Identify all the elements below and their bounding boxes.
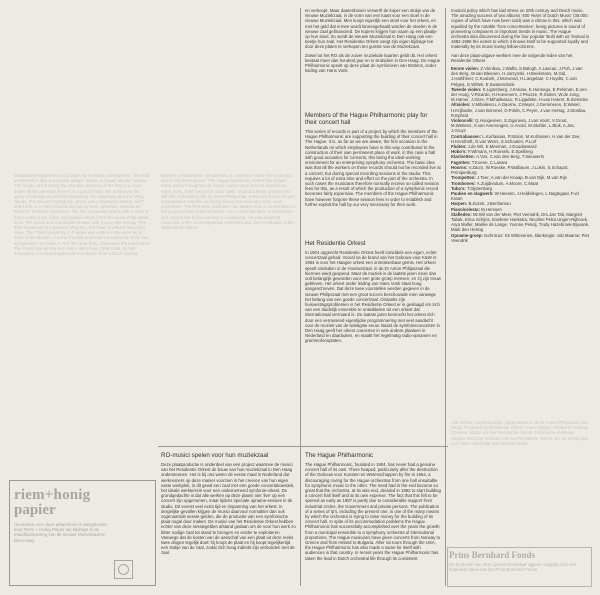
riem-honig-emblem-icon: [114, 560, 133, 579]
member-group-role: Eerste violen:: [451, 66, 481, 72]
members-list: [451, 66, 590, 243]
member-group-role: Piano/celesta:: [451, 206, 482, 212]
member-group-names: J.Teer, A.van der Knaap, B.van Dijk, M.van Rijn: [477, 175, 568, 181]
riem-honig-sponsor-text: Het karton voor deze platenhoes is aangeboden door Riem + Honig Papier als bijdrage in de totaalfinanciering van de nieuwe Muziekzaal te Den Haag: [14, 522, 108, 543]
column-divider-right: [445, 8, 446, 586]
member-group: [451, 66, 590, 87]
member-group: [451, 191, 590, 201]
member-group: [451, 212, 590, 233]
member-group-names: B.Zuzek, J.Benhamou: [468, 201, 511, 207]
ro-section-title: Het Residentie Orkest: [305, 240, 366, 247]
member-group-role: Opname-groep:: [451, 232, 485, 238]
member-group-role: Tweede violen:: [451, 86, 483, 92]
member-group-names: technicus: Kit Wittevenen, klankregie: Job Maarse; Piet Veendrik: [451, 232, 590, 243]
member-group: [451, 134, 590, 144]
ro-section-text: In 1904 opgericht Residentie Orkest heeft inmiddels een eigen, echte concertzaal gehad. Vooral na de brand van het Gebouw voor K&W in 1964 is voor het Haagse orkest een onmiskenbaar gemis. Het orkest speelt sindsdien in de Houtrustzaal, in de Dr Anton Philipszaal die hiermee werd geopend. Maar de muziek is de laatste jaren meer dan ooit belangrijk geworden voor een grote groep mensen, en zij zijn trouw gebleven. Het orkest onder leiding van Hans Vonk staat hoog aangeschreven. Dat deze twee voorstellen werden gegeven in de nieuwe Philipszaal met een groot succes beschouwde men vanwege het belang van een goede concertzaal. Ondanks zijn huisvestingsproblemen is het Residentie Orkest er in geslaagd om zich van een duidelijk ensemble te ontwikkelen tot een orkest dat internationaal vermaard is. De laatste jaren kenmerkt het orkest zich door een verrassend eigentijdse programmering met veel aandacht voor de muziek van de twintigste eeuw. Naast de symfonieconcerten in Den Haag geeft het orkest concerten in vele andere plaatsen in Nederland en daarbuiten, en maakt het regelmatig radio-opnamen en grammofoonplaten.: [305, 250, 441, 344]
member-group-role: Hoorns:: [451, 164, 469, 170]
member-group-role: Altviolen:: [451, 102, 472, 108]
ro-musici-text: Deze plaatproductie is onderdeel van een project waarmee de musici van het Residentie Orkest de bouw van hun muziekzaal in Den Haag ondersteunen. Het is bij ons weten de eerste maal in Nederland dat werknemers op deze manier voorzien in het creeren van hun eigen vaste werkplek, in dit geval een zaal met een goede concertakoestiek, het ideale werkterrein voor een ondernemend symfonie-orkest. De grondgedachte is dat alle werken op deze platen niet 'live' op een concert zijn opgenomen, maar tijdens speciale opname-sessies in de studio. Dit vereist veel extra tijd en inspanning van het orkest. In dergelijke gevallen krijgen de musici daarvoor normaliter dan ook zogenaamde sessie-gelden, die de productie van een symfonische plaat nogal duur maken. De musici van het Residentie Orkest hebben echter van deze sessiegelden afstand gedaan om de voor hun werk zo bitter nodige zaal tot stand te brengen en verder te exploiteren. Vanwege dat de kosten van de aanschaf van een plaat uit deze reeks twee dingen tegelijk doet: hij koopt de plaat en hij koopt tegelijkertijd een stukje van de zaal, zodat zich hoog indirekt zijn verbonden met de zaal.: [161, 462, 296, 556]
member-group-names: J.de Wit, E.Meeman, J.Goudsweard: [467, 144, 537, 150]
prins-bernhard-text: De productie van deze grammofoonplaat vijgeve mogelijk door een financiele steun van het Prins Bernhard Fonds.: [449, 562, 577, 573]
member-group-role: Fagotten:: [451, 159, 472, 165]
riem-honig-logo-line1: riem+honig: [14, 487, 91, 503]
member-group-role: Stafleden:: [451, 211, 473, 217]
hague-philharmonic-text: The Hague Philharmonic, founded in 1904, has never had a genuine concert hall of its own. There heaped, particularly after the destruction of the Gebouw voor Kunsten en Wetenschappen by fire in 1964, a discouraging roving for the Hague orchestras from one hall unsuitable for symphonic music to the other. The need had in the end become so great that the orchestra, at its wits end, decided in 1982 to start building a concert hall itself and at its own expense. The fact that this felt to be opened as early as 1987 is partly due to considerable support from industrial circles, the Government and private persons. The publication of a series of lp's, including the present one, is one of the many means by which the orchestra is trying to raise money for the building of its concert hall. In spite of its accommodation problems the Hague Philharmonic has successfully accomplished over the years the growth from a municipal ensemble to a symphony orchestra of international proportions. The Hague musicians have given concerts from Norway to Greece and from Ireland to Bulgaria. After six tours through the USA, the Hague Philharmonic has also made a name for itself with audiences in that country. In recent years the Hague Philharmonic has taken the lead in Dutch orchestral life through its consistent: [305, 462, 441, 561]
prins-bernhard-fonds: [449, 550, 588, 572]
member-group-role: Harpen:: [451, 201, 469, 207]
member-group-role: Klarinetten:: [451, 154, 477, 160]
hp-section: [305, 112, 441, 210]
member-group-role: Contrabassen:: [451, 133, 483, 139]
hague-philharmonic-title: The Hague Philharmonic: [305, 452, 374, 459]
hp-section-text: This series of records is part of a project by which the members of the Hague Philharmonic are supporting the building of their concert hall in The Hague. It is, as far as we are aware, the first occasion in the Netherlands on which employees have in this way contributed to the construction of their own permanent place of work, in this case a hall with good acoustics for concerts, this being the ideal working environment for an enterprising symphony orchestra. The basic idea was that all the workers on these records should not be recorded live at a concert, but during special recording sessions in the studio. This requires a lot of extra time and effort on the part of the orchestra. In such cases the musicians therefore normally receive so-called session fees for this, as a result of which the production of a symphonic record becomes fairly expensive. The members of the Hague Philharmonic have however forgone these session fees in order to establish and further exploit the hall by our very necessary for their work.: [305, 129, 441, 207]
column-divider: [300, 8, 301, 586]
riem-honig-logo-line2: papier: [14, 502, 56, 518]
ro-musici-section: [161, 452, 297, 559]
member-group-role: Hobo's:: [451, 149, 469, 155]
riem-honig-logo: [14, 488, 152, 543]
column-1-faded-text: [14, 173, 151, 259]
member-group-names: Q.Hoogeveen, S.Ziguneva, J.van Voort, V.Groot, M.Wettens, S.van Amerongen, U.Arcari, M.Stuhler, L.Blok, A.Jas, J.Gruys: [451, 118, 575, 134]
member-group: [451, 233, 590, 243]
member-group-names: Mr.Wil van der Meer, Piet Veendrik, Drs.Jan Tait, Margriet Tabak, Erica Schijns, Eveliene Hoekstra, Nicoline Pelra Ungen-Rijbroek, Arya Muller, Marike de Lange, Yvonne Pekolj, Trudy Hazebroek-Biyvank, Mark den Hertog: [451, 211, 590, 233]
member-group-names: W.Heesen, J.Heldelingen, L.Nagtegaal, F.vd Kraan: [451, 190, 579, 202]
member-group-role: Trombones:: [451, 180, 477, 186]
member-group: [451, 87, 590, 103]
member-group-role: Violoncelli:: [451, 118, 476, 124]
credits-text: Alle rechten voorbehouden. Opgenomen in de Dr Anton Philipszaal, Den Haag. Produced by Residentie Orkest. Cover design. Printed in Holland. Opname: studio van het Residentie Orkest. Technische realisatie. Uitgave Stichting Vrienden van het Residentie Orkest. Zie de achterzijde voor meer informatie over de hele reeks.: [451, 420, 589, 446]
member-group-names: M.Hemsen: [481, 206, 502, 212]
member-group-role: Trompetten:: [451, 175, 478, 181]
member-group-names: A.Zuijdendum, A.Moore, C.Maat: [476, 180, 538, 186]
hague-philharmonic-section: [305, 452, 441, 564]
member-group-names: T.Dijstenborg: [466, 185, 493, 191]
ro-section: [305, 240, 441, 347]
hall-funding-text: en verkoopt. Maar daarenboven verwerft de koper een stukje van de nieuwe Muziekzaal, in de vorm van een kaart voor een stoel in de nieuwe Muziekzaal. Men koopt eigenlijk een stoel voor het orkest, en met het geld dat ermee wordt binnengehaald worden de stoelen in de nieuwe zaal gefinancierd. De kopers krijgen hun naam op een plaatje op hun stoel. Zo wordt de nieuwe Muziekzaal in Den Haag ook een beetje hun zaal. Het Residentie Orkest voegt zijn eigen bijdrage toe door deze platen te verkopen ten gunste van de Muziekzaal.: [305, 8, 438, 50]
hp-section-title: Members of the Hague Philharmonic play for their concert hall: [305, 112, 428, 126]
brahms-intro-text: undisturbed happiness and a distinctly Romantic atmosphere. The third movement is also a song-like adagio, written in broad melodic strokes. The fourth, which brings the dramatic tensions of the first to a close, unites all the previous themes in a grand finale. We rediscover the same emotional yet polished beginning, the relaxation and the rising climax. The Second Symphony, which was composed between 1877 and 1878, is a more relaxed and sunny work, generally considered Brahms' 'Pastoral' symphony. The first movement opens with a motif of three notes in the cellos and basses which forms the seed of the whole work. The horns and woodwinds answer with a song-like melody. The third movement is a graceful allegretto, the finale a brilliant and joyful close. The Third Symphony in F major was written in the summer of 1883 in Wiesbaden. It is the shortest and most concentrated of the four symphonies. Its motto, F-A-F (frei aber froh), dominates the entire work. The Fourth Symphony in E minor dates from 1884-1885. Its last movement is a passacaglia built on a theme from a Bach cantata.: [14, 173, 151, 257]
credits-faded: [451, 420, 590, 449]
member-group: [451, 118, 590, 134]
musical-policy-text: musical policy which has laid stress on 20th century and Dutch music. The amazing success of two albums '400 Years of Dutch Music' (35.000 copies of which have now been sold) was a climax in this, which was equalled by the notable 'from concertseries', being pictures in sound of pioneering composers or important trends in music. The Hague orchestra also discovered during the four popular 'Bulit with us' festival in 1982-1986 the extent to which it knows itself to be supported loyally and materially by its music-loving fellow-citizens.: [451, 8, 590, 50]
column-2-faded-text: [161, 173, 297, 233]
member-group-names: T.Koene, C.Lasara: [471, 159, 508, 165]
member-group-names: V.Zacro, W.Roeske, P.Walbaum, J.Lokin, S.Schapot, P.Knipenburg: [451, 164, 569, 176]
member-group-names: A.Vos, C.van den Berg, T.Sieuwerts: [476, 154, 545, 160]
member-group-role: Tuba's:: [451, 185, 467, 191]
column-3-top: [305, 8, 441, 76]
member-group-names: Z.Vinnikov, J.Wafla, S.Balogh, A.Lascae, J.Poh, J.van den Berg, W.van Bleenen, H.Jarzynski, H.Beekmans, M.Gal, J.Hartlhmer, C.Koubek, J.Morwood, H.Langelaar, C.Huydts, C.van Pelgea, G.Wittek, E.Swanendonk: [451, 66, 583, 87]
member-group: [451, 102, 590, 118]
hague-philharmonic-note: Zowel tot het RO als de zuiver muziekale kaarten geldt dit. Het orkest bestaat meer dan honderd jaar en is sindsdien in Den Haag. De Hague Philharmonic speelt op deze plaat de symfonieen van Brahms, onder leiding van Hans Vonk.: [305, 52, 441, 74]
members-intro: Aan deze plaat-uitgave werkten mee de volgende leden van het Residentie Orkest: [451, 52, 573, 63]
member-group: [451, 165, 590, 175]
bottom-section-rule: [158, 446, 448, 447]
member-group-role: Pauken en slagwerk:: [451, 190, 495, 196]
orchestra-history-text: Brahms composed his symphonies in a period in which the orchestra was in full development. The Hague Residentie Orkest has played these works throughout its history under many famous conductors. Hans Vonk, chief conductor since 1980, recorded these symphonies with the orchestra in the Dr Anton Philipszaal. Every era knows its own interpretation and this recording shows the orchestra at its most expressive. The Romantic repertoire has always held a central place in the programming of the orchestra. Hans Vonk was born in Amsterdam and studied law before turning to conducting. He was assistant conductor of the Concertgebouw Orchestra and chief conductor of the Netherlands Opera.: [161, 173, 296, 231]
member-group-names: K.Ligtenberg, J.Krause, K.Hunnego, E.Pelsman, E.ven der Hoog, V.Ricardo, H.Hoeveners, J.Peuzze, R.Stoker, W.de Jong, M.Hamer, J.Sicre, F.Mihaileasco, R.Ligadeke, H.van Haeret, B.Siemstra: [451, 86, 588, 103]
member-group-names: L.Korfasaas, P.Stolon, M.Korfassen, H.van der Zee, H.Kersthoft, G.van Wens, S.Schouten, P.Lurf: [451, 133, 581, 144]
ro-musici-title: RO-musici spelen voor hun muziekzaal: [161, 452, 269, 459]
member-group-names: F.Wlmans, H.Roesels, E.Spelberg: [468, 149, 533, 155]
member-group-names: V.Mihailescu, A.Daorne, Z.Meyer, J.Gemmeren, E.Waser, H.Krijboder, J.van Bommel, O.Poleb, C.Peyre, J.van Hertog, J.Stordau, R.Ephrat: [451, 102, 587, 118]
prins-bernhard-title: Prins Bernhard Fonds: [449, 550, 536, 560]
column-4-top: [451, 8, 590, 243]
member-group-role: Fluiten:: [451, 144, 468, 150]
